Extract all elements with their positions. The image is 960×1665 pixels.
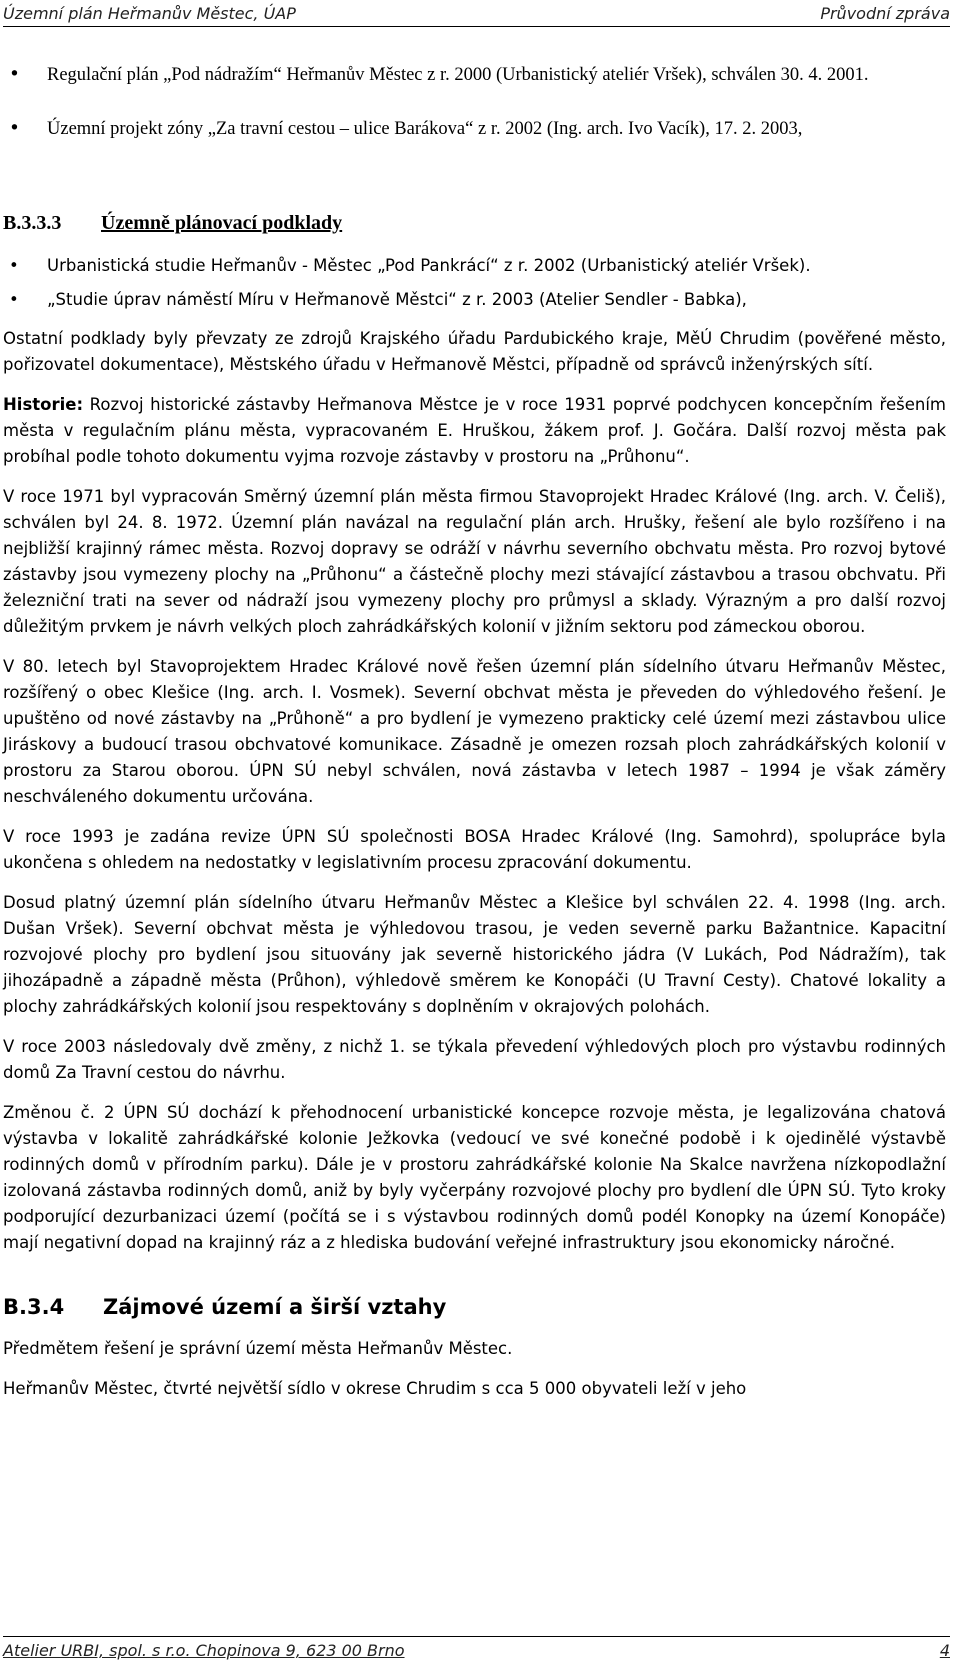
bullet-icon: •	[9, 64, 20, 85]
regulation-plans-list	[0, 62, 960, 170]
section-number: B.3.4	[3, 1295, 65, 1319]
paragraph-sources: Ostatní podklady byly převzaty ze zdrojů Krajského úřadu Pardubického kraje, MěÚ Chrudim (pověřené město, pořizovatel dokumentace), Městského úřadu v Heřmanově Městci, případně od správců inženýrských sítí.	[3, 329, 946, 374]
paragraph-1971-plan: V roce 1971 byl vypracován Směrný územní plán města firmou Stavoprojekt Hradec Králové (Ing. arch. V. Čeliš), schválen byl 24. 8. 1972. Územní plán navázal na regulační plán arch. Hrušky, řešení ale bylo rozšířeno i na nejbližší krajinný rámec města. Rozvoj dopravy se odráží v návrhu severního obchvatu města. Pro rozvoj bytové zástavby jsou vymezeny plochy na „Průhonu“ a částečně plochy mezi stávající zástavbou a trasou obchvatu. Při železniční trati na sever od nádraží jsou vymezeny plochy pro průmysl a sklady. Výrazným a pro další rozvoj důležitým prvkem je návrh velkých ploch zahrádkářských kolonií v jižním sektoru pod zámeckou oborou.	[3, 487, 946, 636]
subsection-heading	[3, 212, 342, 235]
section-heading	[3, 1292, 946, 1322]
header-section-title: Průvodní zpráva	[820, 4, 950, 23]
section-title: Zájmové území a širší vztahy	[103, 1295, 447, 1319]
subsection-title: Územně plánovací podklady	[101, 212, 343, 234]
page-number: 4	[939, 1641, 950, 1660]
paragraph-1980s-plan: V 80. letech byl Stavoprojektem Hradec Králové nově řešen územní plán sídelního útvaru Heřmanův Městec, rozšířený o obec Klešice (Ing. arch. I. Vosmek). Severní obchvat města je převeden do výhledového řešení. Je upuštěno od nové zástavby na „Průhoně“ a pro bydlení je vymezeno prakticky celé území mezi zástavbou ulice Jiráskovy a budoucí trasou obchvatové komunikace. Zásadně je omezen rozsah ploch zahrádkářských kolonií v prostoru za Starou oborou. ÚPN SÚ nebyl schválen, nová zástavba v letech 1987 – 1994 je však záměry neschváleného dokumentu určována.	[3, 657, 946, 806]
bullet-icon: •	[9, 290, 19, 309]
paragraph-history: Historie: Rozvoj historické zástavby Heřmanova Městce je v roce 1931 poprvé podchycen koncepčním řešením města v regulačním plánu města, vypracovaném E. Hruškou, žákem prof. J. Gočára. Další rozvoj města pak probíhal podle tohoto dokumentu vyjma rozvoje zástavby v prostoru na „Průhonu“.	[3, 395, 946, 466]
paragraph-change-2: Změnou č. 2 ÚPN SÚ dochází k přehodnocení urbanistické koncepce rozvoje města, je legalizována chatová výstavba v lokalitě zahrádkářské kolonie Ježkovka (vedoucí ve své konečné podobě i k ojedinělé výstavbě rodinných domů v přírodním parku). Dále je v prostoru zahrádkářské kolonie Na Skalce navržena nízkopodlažní izolovaná zástavba rodinných domů, aniž by byly vyčerpány rozvojové plochy pro bydlení dle ÚPN SÚ. Tyto kroky podporující dezurbanizaci území (počítá se i s výstavbou rodinných domů podél Konopky na území Konopáče) mají negativní dopad na krajinný ráz a z hlediska budování veřejné infrastruktury jsou ekonomicky náročné.	[3, 1103, 946, 1252]
history-label: Historie:	[3, 395, 84, 414]
bullet-icon: •	[9, 118, 20, 139]
planning-documents-list	[0, 253, 960, 321]
list-item: • „Studie úprav náměstí Míru v Heřmanově Městci“ z r. 2003 (Atelier Sendler - Babka),	[0, 287, 960, 313]
paragraph-1993-revision: V roce 1993 je zadána revize ÚPN SÚ společnosti BOSA Hradec Králové (Ing. Samohrd), spolupráce byla ukončena s ohledem na nedostatky v legislativním procesu zpracování dokumentu.	[3, 827, 946, 872]
header-document-title: Územní plán Heřmanův Městec, ÚAP	[3, 4, 296, 23]
paragraph-2003-changes: V roce 2003 následovaly dvě změny, z nichž 1. se týkala převedení výhledových ploch pro výstavbu rodinných domů Za Travní cestou do návrhu.	[3, 1037, 946, 1082]
footer-company-address: Atelier URBI, spol. s r.o. Chopinova 9, 623 00 Brno	[3, 1641, 405, 1660]
list-item: • Urbanistická studie Heřmanův - Městec „Pod Pankrácí“ z r. 2002 (Urbanistický ateliér Vršek).	[0, 253, 960, 279]
document-body	[3, 326, 946, 1416]
list-item: • Regulační plán „Pod nádražím“ Heřmanův Městec z r. 2000 (Urbanistický ateliér Vršek), schválen 30. 4. 2001.	[0, 62, 960, 88]
subsection-number: B.3.3.3	[3, 212, 62, 234]
bullet-icon: •	[9, 256, 19, 275]
paragraph-1998-plan: Dosud platný územní plán sídelního útvaru Heřmanův Městec a Klešice byl schválen 22. 4. 1998 (Ing. arch. Dušan Vršek). Severní obchvat města je výhledovou trasou, je veden severně parku Bažantnice. Kapacitní rozvojové plochy pro bydlení jsou situovány jak severně historického jádra (V Lukách, Pod Nádražím), tak jihozápadně a západně města (Průhon), výhledově směrem ke Konopáči (U Travní Cesty). Chatové lokality a plochy zahrádkářských kolonií jsou respektovány s doplněním v okrajových polohách.	[3, 893, 946, 1016]
paragraph-subject: Předmětem řešení je správní území města Heřmanův Městec.	[3, 1339, 513, 1358]
list-item: • Územní projekt zóny „Za travní cestou – ulice Barákova“ z r. 2002 (Ing. arch. Ivo Vacík), 17. 2. 2003,	[0, 116, 960, 142]
paragraph-town-description: Heřmanův Městec, čtvrté největší sídlo v okrese Chrudim s cca 5 000 obyvateli leží v jeho	[3, 1379, 747, 1398]
page-header	[3, 2, 950, 27]
page-footer	[3, 1636, 950, 1663]
